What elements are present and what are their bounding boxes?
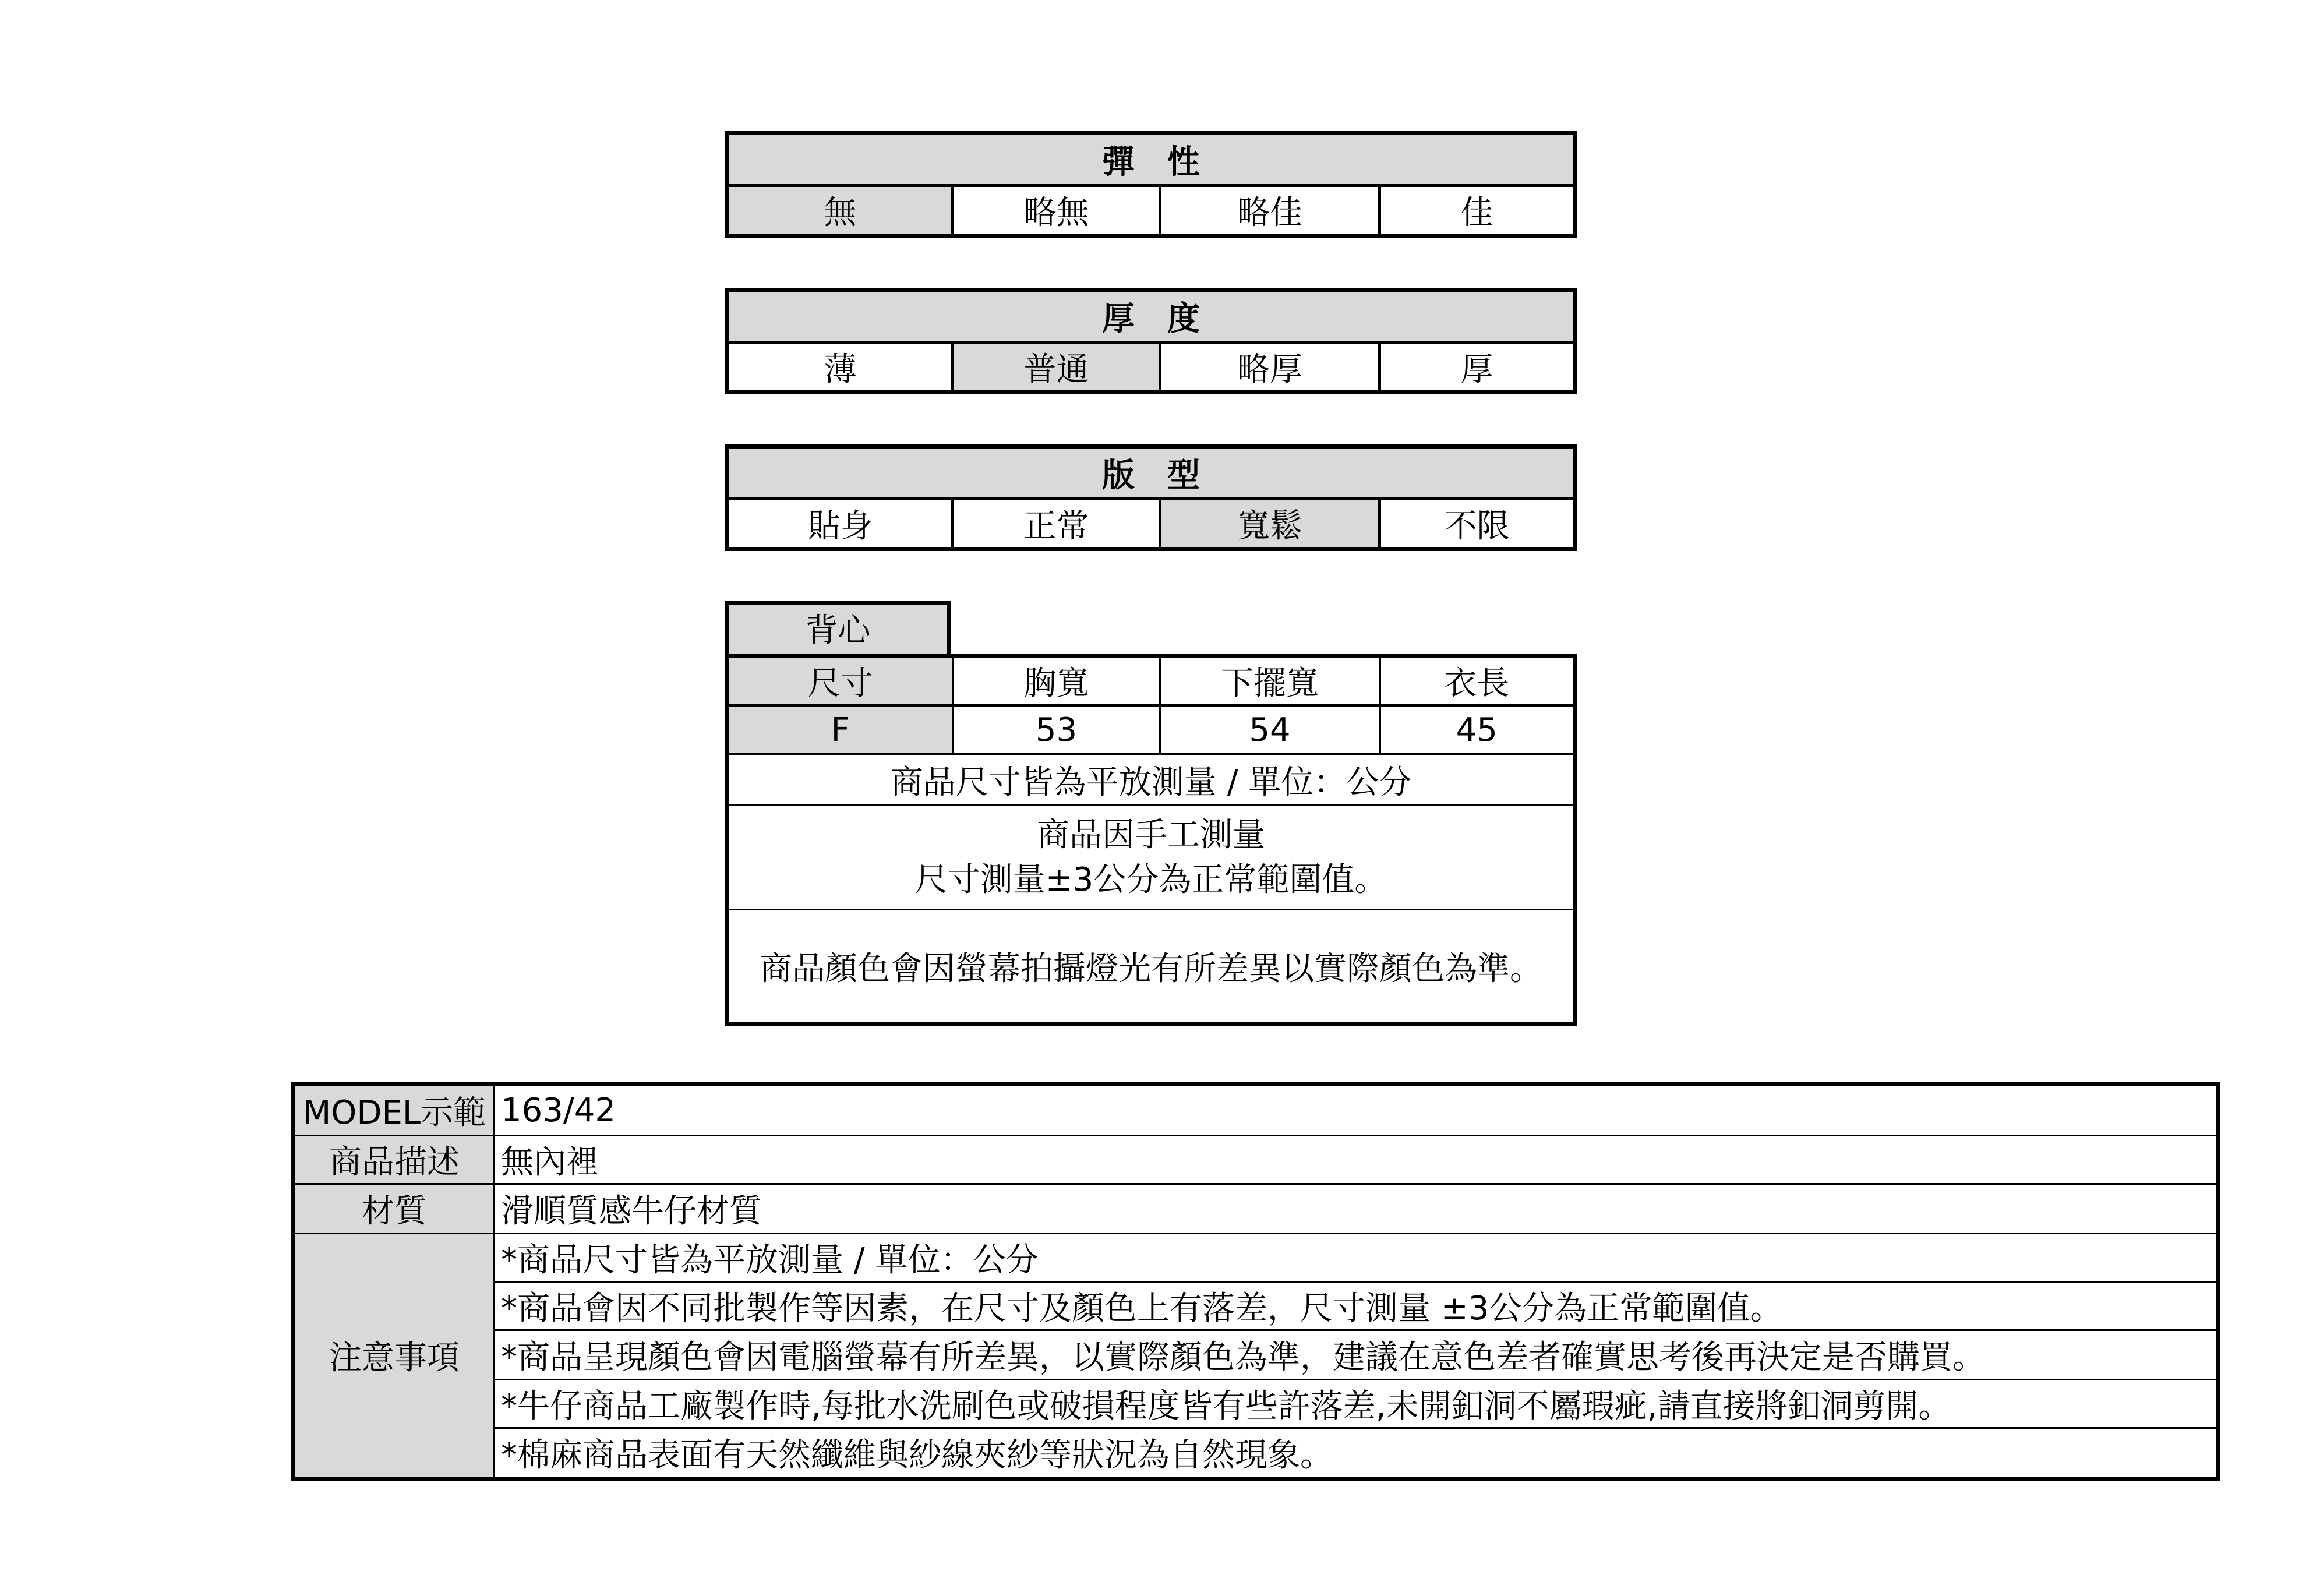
size-chart-table	[725, 654, 1577, 1026]
size-chart-tab: 背心	[725, 601, 951, 655]
model-label: MODEL示範	[294, 1084, 495, 1136]
table-row	[294, 1380, 2219, 1428]
length-value: 45	[1380, 705, 1575, 754]
table-row	[728, 705, 1575, 754]
length-header: 衣長	[1380, 656, 1575, 706]
chest-width-header: 胸寬	[953, 656, 1160, 706]
thickness-title: 厚 度	[728, 290, 1575, 342]
notice-item: *棉麻商品表面有天然纖維與紗線夾紗等狀況為自然現象。	[495, 1428, 2219, 1479]
table-row	[294, 1282, 2219, 1330]
fit-title: 版 型	[728, 447, 1575, 499]
notice-label: 注意事項	[294, 1234, 495, 1479]
tolerance-note-line: 尺寸測量±3公分為正常範圍值。	[914, 861, 1387, 899]
size-header: 尺寸	[728, 656, 953, 706]
chest-width-value: 53	[953, 705, 1160, 754]
fit-option: 寬鬆	[1160, 499, 1380, 549]
tolerance-note	[728, 806, 1575, 910]
product-info-table	[291, 1082, 2220, 1481]
model-value: 163/42	[495, 1084, 2219, 1136]
table-row	[294, 1428, 2219, 1479]
elasticity-table	[725, 131, 1577, 238]
size-chart-header-row	[728, 656, 1575, 706]
fit-table	[725, 444, 1577, 551]
notice-item: *商品尺寸皆為平放測量 / 單位：公分	[495, 1234, 2219, 1282]
fit-option: 貼身	[728, 499, 953, 549]
elasticity-option: 無	[728, 186, 953, 236]
description-label: 商品描述	[294, 1136, 495, 1184]
thickness-option: 厚	[1380, 342, 1575, 393]
table-row	[294, 1234, 2219, 1282]
fit-option: 不限	[1380, 499, 1575, 549]
measurement-note: 商品尺寸皆為平放測量 / 單位：公分	[728, 754, 1575, 806]
thickness-option: 普通	[953, 342, 1160, 393]
elasticity-option: 佳	[1380, 186, 1575, 236]
thickness-option: 略厚	[1160, 342, 1380, 393]
thickness-table	[725, 288, 1577, 394]
size-value: F	[728, 705, 953, 754]
material-label: 材質	[294, 1184, 495, 1234]
notice-item: *商品呈現顏色會因電腦螢幕有所差異，以實際顏色為準，建議在意色差者確實思考後再決定是否購買。	[495, 1330, 2219, 1380]
table-row	[294, 1136, 2219, 1184]
fit-option: 正常	[953, 499, 1160, 549]
table-row	[294, 1084, 2219, 1136]
notice-item: *商品會因不同批製作等因素，在尺寸及顏色上有落差，尺寸測量 ±3公分為正常範圍值。	[495, 1282, 2219, 1330]
notice-item: *牛仔商品工廠製作時,每批水洗刷色或破損程度皆有些許落差,未開釦洞不屬瑕疵,請直接將釦洞剪開。	[495, 1380, 2219, 1428]
tolerance-note-line: 商品因手工測量	[1037, 816, 1265, 854]
table-row	[294, 1330, 2219, 1380]
hem-width-header: 下擺寬	[1160, 656, 1380, 706]
elasticity-option: 略佳	[1160, 186, 1380, 236]
thickness-option: 薄	[728, 342, 953, 393]
elasticity-option: 略無	[953, 186, 1160, 236]
elasticity-title: 彈 性	[728, 133, 1575, 186]
hem-width-value: 54	[1160, 705, 1380, 754]
table-row	[294, 1184, 2219, 1234]
description-value: 無內裡	[495, 1136, 2219, 1184]
material-value: 滑順質感牛仔材質	[495, 1184, 2219, 1234]
color-note: 商品顏色會因螢幕拍攝燈光有所差異以實際顏色為準。	[728, 910, 1575, 1025]
